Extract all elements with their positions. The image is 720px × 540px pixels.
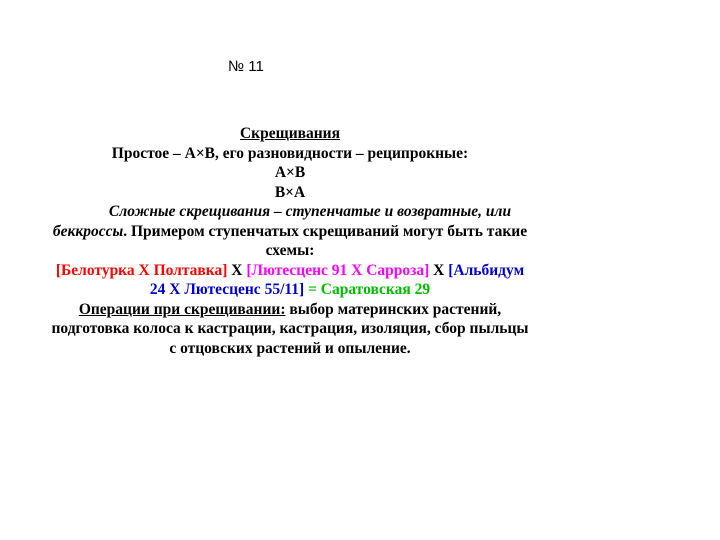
heading-line xyxy=(50,124,530,144)
scheme-result: = Саратовская 29 xyxy=(304,281,431,298)
scheme-x-2: Х xyxy=(429,261,449,279)
simple-description: – А×В, его разновидности – реципрокные: xyxy=(169,144,469,162)
complex-cross-paragraph xyxy=(50,202,530,261)
operations-paragraph xyxy=(50,300,530,359)
scheme-part-2: [Лютесценс 91 Х Сарроза] xyxy=(246,261,430,279)
scheme-part-3: [Альбидум 24 Х Лютесценс 55/11] xyxy=(149,261,525,298)
operations-label: Операции при скрещивании: xyxy=(78,300,286,318)
complex-cross-italic: Сложные скрещивания – ступенчатые и возвратные, или беккроссы xyxy=(52,203,512,240)
slide-number: № 11 xyxy=(228,58,264,75)
simple-label: Простое xyxy=(111,144,170,162)
slide-content xyxy=(50,124,530,358)
heading: Скрещивания xyxy=(239,125,340,142)
crossing-scheme xyxy=(50,261,530,300)
complex-cross-description: . Примером ступенчатых скрещиваний могут быть такие схемы: xyxy=(123,222,528,259)
simple-cross-line xyxy=(50,144,530,164)
operations-description: выбор материнских растений, подготовка колоса к кастрации, кастрация, изоляция, сбор пыльцы с отцовских растений и опыление. xyxy=(51,300,529,357)
scheme-x-1: Х xyxy=(227,261,247,279)
scheme-part-1: [Белотурка Х Полтавка] xyxy=(55,261,228,279)
formula-ba: В×А xyxy=(274,183,306,201)
formula-ab: А×В xyxy=(274,164,306,181)
